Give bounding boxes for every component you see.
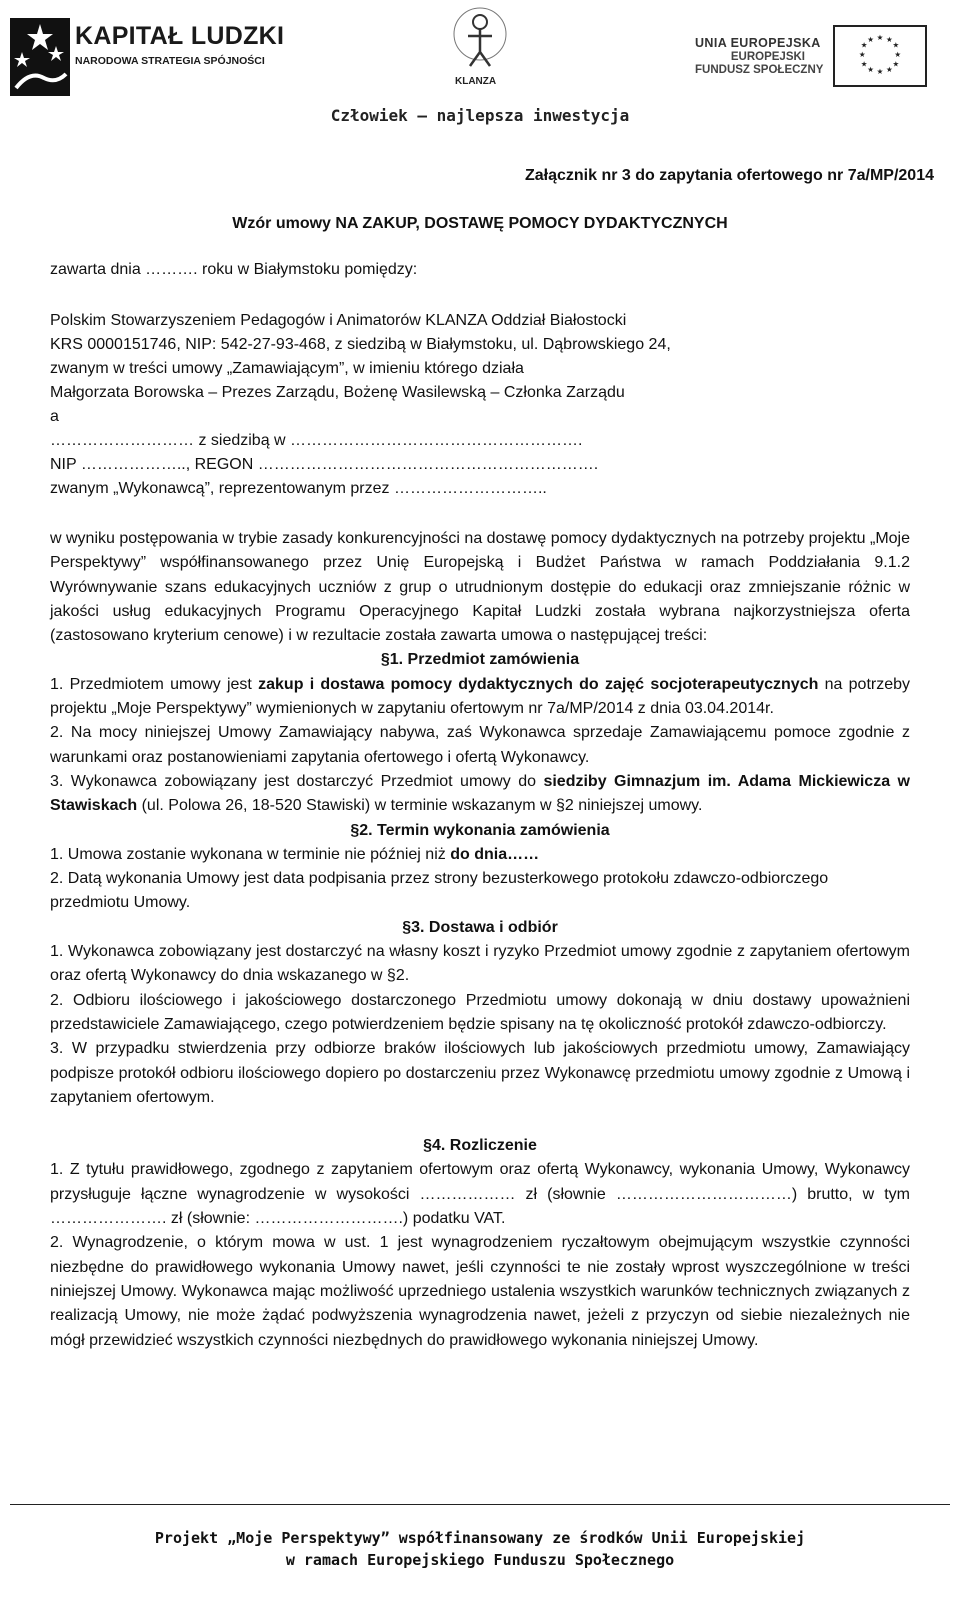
s3-clause-1: 1. Wykonawca zobowiązany jest dostarczyć na własny koszt i ryzyko Przedmiot umowy zgodnie z zapytaniem ofertowym oraz ofertą Wykonawcy do dnia wskazanego w §2.	[50, 943, 910, 985]
s1-clause-3	[50, 770, 910, 819]
s4-clause-1: 1. Z tytułu prawidłowego, zgodnego z zapytaniem ofertowym oraz ofertą Wykonawcy, wykonania Umowy, Wykonawcy przysługuje łączne wynagrodzenie w wysokości ……………… zł (słownie ……………………………) brutto, w tym …………………. zł (słownie: ……………………….) podatku VAT.	[50, 1161, 910, 1228]
s2-clause-2: 2. Datą wykonania Umowy jest data podpisania przez strony bezusterkowego protokołu zdawczo-odbiorczego przedmiotu Umowy.	[50, 870, 829, 912]
svg-text:★: ★	[894, 49, 902, 59]
party-line: Małgorzata Borowska – Prezes Zarządu, Bożenę Wasilewską – Członka Zarządu	[50, 384, 625, 401]
contract-body	[50, 527, 910, 1353]
eu-line-fund: FUNDUSZ SPOŁECZNY	[695, 64, 824, 76]
tagline: Człowiek – najlepsza inwestycja	[330, 106, 630, 125]
footer-line-2: w ramach Europejskiego Funduszu Społecznego	[285, 1551, 675, 1569]
party-line: NIP ……………….., REGON ……………………………………………………….	[50, 456, 599, 473]
clause-text: (ul. Polowa 26, 18-520 Stawiski) w terminie wskazanym w §2 niniejszej umowy.	[137, 797, 703, 815]
svg-text:★: ★	[876, 66, 884, 76]
footer-divider	[10, 1504, 950, 1505]
party-line: ……………………… z siedzibą w ……………………………………………….	[50, 432, 583, 449]
svg-text:★: ★	[876, 33, 884, 43]
section-4-title: §4. Rozliczenie	[423, 1137, 537, 1155]
clause-bold: siedziby Gimnazjum im. Adama Mickiewicza w Stawiskach	[50, 772, 911, 815]
party-line: a	[50, 408, 59, 425]
svg-text:★: ★	[867, 64, 874, 74]
spacer	[50, 1110, 910, 1134]
svg-text:★: ★	[860, 59, 868, 69]
document-title: Wzór umowy NA ZAKUP, DOSTAWĘ POMOCY DYDAKTYCZNYCH	[232, 215, 728, 232]
kapital-ludzki-subtitle: NARODOWA STRATEGIA SPÓJNOŚCI	[75, 55, 265, 67]
svg-text:★: ★	[867, 34, 874, 44]
annex-heading: Załącznik nr 3 do zapytania ofertowego nr 7a/MP/2014	[524, 167, 934, 184]
section-1-title: §1. Przedmiot zamówienia	[380, 651, 580, 669]
clause-bold: do dnia……	[450, 845, 540, 863]
section-3-title: §3. Dostawa i odbiór	[402, 918, 558, 936]
page-footer	[0, 1527, 960, 1571]
eu-line-european: EUROPEJSKI	[730, 51, 805, 63]
clause-text: 1. Przedmiotem umowy jest	[50, 675, 259, 693]
eu-text-block	[695, 36, 823, 76]
eu-line-union: UNIA EUROPEJSKA	[695, 36, 821, 50]
s3-clause-2: 2. Odbioru ilościowego i jakościowego dostarczonego Przedmiotu umowy dokonają w dniu dostawy upoważnieni przedstawiciele Zamawiającego, czego potwierdzeniem będzie spisany na tę okoliczność protokół zdawczo-odbiorczy.	[50, 991, 910, 1033]
s4-clause-2: 2. Wynagrodzenie, o którym mowa w ust. 1 jest wynagrodzeniem ryczałtowym obejmującym wszystkie czynności niezbędne do prawidłowego wykonania Umowy nawet, jeśli czynności te nie zostały wprost wyszczególnione w treści niniejszej Umowy. Wykonawca mając możliwość uprzedniego ustalenia wszystkich warunków technicznych związanych z realizacją Umowy, nie może żądać podwyższenia wynagrodzenia nawet, jeżeli z przyczyn od siebie niezależnych nie mógł przewidzieć wszystkich czynności niezbędnych do prawidłowego wykonania niniejszej Umowy.	[50, 1234, 910, 1349]
kapital-ludzki-title: KAPITAŁ LUDZKI	[75, 22, 285, 50]
s2-clause-1	[50, 843, 910, 867]
party-line: zwanym „Wykonawcą”, reprezentowanym przez ………………………..	[50, 480, 547, 497]
preamble: w wyniku postępowania w trybie zasady konkurencyjności na dostawę pomocy dydaktycznych na potrzeby projektu „Moje Perspektywy” współfinansowanego przez Unię Europejską i Budżet Państwa w ramach Poddziałania 9.1.2 Wyrównywanie szans edukacyjnych uczniów z grup o utrudnionym dostępie do edukacji oraz zmniejszanie różnic w jakości usług edukacyjnych Programu Operacyjnego Kapitał Ludzki została wybrana najkorzystniejsza oferta (zastosowano kryterium cenowe) i w rezultacie została zawarta umowa o następującej treści:	[50, 530, 910, 645]
s1-clause-2: 2. Na mocy niniejszej Umowy Zamawiający nabywa, zaś Wykonawca sprzedaje Zamawiającemu pomoce zgodnie z warunkami oraz postanowieniami zapytania ofertowego i ofertą Wykonawcy.	[50, 724, 910, 766]
party-line: KRS 0000151746, NIP: 542-27-93-468, z siedzibą w Białymstoku, ul. Dąbrowskiego 24,	[50, 336, 671, 353]
clause-text: 1. Umowa zostanie wykonana w terminie nie później niż	[50, 845, 451, 863]
party-line: Polskim Stowarzyszeniem Pedagogów i Animatorów KLANZA Oddział Białostocki	[50, 312, 627, 329]
svg-text:★: ★	[892, 59, 900, 69]
s1-clause-1	[50, 673, 910, 722]
s3-clause-3: 3. W przypadku stwierdzenia przy odbiorze braków ilościowych lub jakościowych przedmiotu umowy, Zamawiający podpisze protokół odbioru ilościowego dopiero po dostarczeniu przez Wykonawcę przedmiotu umowy zgodnie z Umową i zapytaniem ofertowym.	[50, 1040, 910, 1106]
svg-text:★: ★	[886, 34, 893, 44]
svg-text:★: ★	[886, 64, 893, 74]
clause-text: na potrzeby projektu „Moje Perspektywy” wymienionych w zapytaniu ofertowym nr 7a/MP/2014 z dnia 03.04.2014r.	[50, 675, 911, 718]
page-header	[0, 0, 960, 135]
intro-line: zawarta dnia ………. roku w Białymstoku pomiędzy:	[50, 261, 418, 278]
section-2-title: §2. Termin wykonania zamówienia	[350, 821, 610, 839]
klanza-label: KLANZA	[455, 76, 497, 87]
clause-bold: zakup i dostawa pomocy dydaktycznych do zajęć socjoterapeutycznych	[258, 675, 819, 693]
party-line: zwanym w treści umowy „Zamawiającym”, w imieniu którego działa	[50, 360, 524, 377]
eu-flag-icon	[833, 25, 927, 87]
svg-text:★: ★	[892, 40, 900, 50]
svg-text:★: ★	[860, 40, 868, 50]
clause-text: 3. Wykonawca zobowiązany jest dostarczyć Przedmiot umowy do	[50, 772, 544, 790]
svg-text:★: ★	[858, 49, 866, 59]
footer-line-1: Projekt „Moje Perspektywy” współfinansowany ze środków Unii Europejskiej	[154, 1529, 806, 1547]
